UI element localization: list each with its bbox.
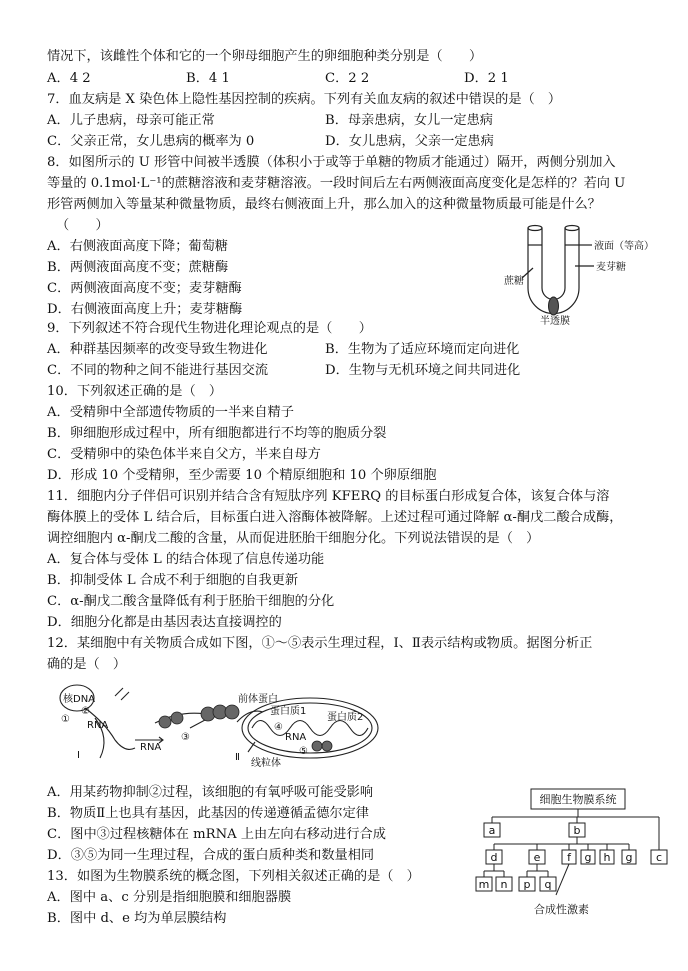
node-d: d xyxy=(490,851,498,864)
q7-option-a: A．儿子患病，母亲可能正常 xyxy=(47,113,215,128)
node-f: f xyxy=(567,851,571,864)
membrane-system-concept-map xyxy=(474,787,684,919)
u-tube-label-top: 液面（等高） xyxy=(594,241,654,252)
node-g: g xyxy=(584,851,592,864)
q12-option-c: C．图中③过程核糖体在 mRNA 上由左向右移动进行合成 xyxy=(47,827,386,842)
concept-map-caption: 合成性激素 xyxy=(534,903,589,916)
q10-option-a: A．受精卵中全部遗传物质的一半来自精子 xyxy=(47,405,294,420)
label-protein-1: 蛋白质1 xyxy=(270,706,307,717)
q6-option-b: B．4 1 xyxy=(186,71,230,86)
q11-stem-line2: 酶体膜上的受体 L 结合后，目标蛋白进入溶酶体被降解。上述过程可通过降解 α-酮戊二酸合成酶， xyxy=(47,510,623,525)
label-rna-2: RNA xyxy=(140,742,162,753)
u-tube-label-left: 蔗糖 xyxy=(504,276,524,287)
node-h: h xyxy=(603,851,611,864)
q12-stem-line2: 确的是（ ） xyxy=(47,657,127,672)
q9-stem: 9．下列叙述不符合现代生物进化理论观点的是（ ） xyxy=(47,321,372,336)
q6-stem-tail: 情况下，该雌性个体和它的一个卵母细胞产生的卵细胞种类分别是（ ） xyxy=(47,49,483,64)
q8-option-c: C．两侧液面高度不变；麦芽糖酶 xyxy=(47,281,242,296)
label-mitochondrion: 线粒体 xyxy=(251,758,281,769)
q11-stem-line3: 调控细胞内 α-酮戊二酸的含量，从而促进胚胎干细胞分化。下列说法错误的是（ ） xyxy=(47,531,540,546)
q13-option-a: A．图中 a、c 分别是指细胞膜和细胞器膜 xyxy=(47,890,292,905)
label-process-1: ① xyxy=(61,714,70,725)
label-process-3: ③ xyxy=(181,732,190,743)
label-process-2: ② xyxy=(81,706,90,717)
q10-option-c: C．受精卵中的染色体半来自父方，半来自母方 xyxy=(47,447,321,462)
protein-synthesis-figure xyxy=(55,678,385,770)
concept-map-title: 细胞生物膜系统 xyxy=(539,793,617,806)
q8-option-d: D．右侧液面高度上升；麦芽糖酶 xyxy=(47,302,243,317)
q8-stem-line1: 8．如图所示的 U 形管中间被半透膜（体积小于或等于单糖的物质才能通过）隔开，两侧分别加入 xyxy=(47,155,616,170)
q7-option-b: B．母亲患病，女儿一定患病 xyxy=(325,113,493,128)
q8-stem-line2: 等量的 0.1mol·L⁻¹的蔗糖溶液和麦芽糖溶液。一段时间后左右两侧液面高度变化是怎样的？若向 U xyxy=(47,176,626,191)
node-a: a xyxy=(488,824,496,837)
label-process-5: ⑤ xyxy=(299,746,308,757)
q11-option-c: C．α-酮戊二酸含量降低有利于胚胎干细胞的分化 xyxy=(47,594,335,609)
q12-option-d: D．③⑤为同一生理过程，合成的蛋白质种类和数量相同 xyxy=(47,848,375,863)
node-n: n xyxy=(500,878,508,891)
q11-option-a: A．复合体与受体 L 的结合体现了信息传递功能 xyxy=(47,552,325,567)
q13-stem: 13．如图为生物膜系统的概念图，下列相关叙述正确的是（ ） xyxy=(47,869,420,884)
q7-stem: 7．血友病是 X 染色体上隐性基因控制的疾病。下列有关血友病的叙述中错误的是（ ） xyxy=(47,92,562,107)
q7-option-d: D．女儿患病，父亲一定患病 xyxy=(325,134,494,149)
label-precursor-protein: 前体蛋白 xyxy=(238,694,278,705)
node-p: p xyxy=(523,878,531,891)
node-e: e xyxy=(533,851,541,864)
q12-option-a: A．用某药物抑制②过程，该细胞的有氧呼吸可能受影响 xyxy=(47,785,374,800)
q9-option-a: A．种群基因频率的改变导致生物进化 xyxy=(47,342,268,357)
q10-option-b: B．卵细胞形成过程中，所有细胞都进行不均等的胞质分裂 xyxy=(47,426,387,441)
q6-option-a: A．4 2 xyxy=(47,71,91,86)
label-roman-1: Ⅰ xyxy=(77,750,80,761)
node-b: b xyxy=(573,824,581,837)
q11-option-b: B．抑制受体 L 合成不利于细胞的自我更新 xyxy=(47,573,299,588)
q11-option-d: D．细胞分化都是由基因表达直接调控的 xyxy=(47,615,282,630)
label-roman-2: Ⅱ xyxy=(235,752,240,763)
label-rna-1: RNA xyxy=(87,720,109,731)
q12-stem-line1: 12．某细胞中有关物质合成如下图，①～⑤表示生理过程，Ⅰ、Ⅱ表示结构或物质。据图分析正 xyxy=(47,636,593,651)
q6-option-c: C．2 2 xyxy=(325,71,370,86)
q8-stem-line3: 形管两侧加入等量某种微量物质，最终右侧液面上升，那么加入的这种微量物质最可能是什么？ xyxy=(47,197,601,212)
label-process-4: ④ xyxy=(274,722,283,733)
u-tube-figure xyxy=(502,218,672,328)
q8-option-b: B．两侧液面高度不变；蔗糖酶 xyxy=(47,260,229,275)
node-g-second: g xyxy=(625,851,633,864)
u-tube-label-right: 麦芽糖 xyxy=(596,262,626,273)
q6-option-d: D．2 1 xyxy=(464,71,509,86)
q10-option-d: D．形成 10 个受精卵，至少需要 10 个精原细胞和 10 个卵原细胞 xyxy=(47,468,437,483)
node-m: m xyxy=(478,878,490,891)
node-q: q xyxy=(544,878,552,891)
label-protein-2: 蛋白质2 xyxy=(327,712,364,723)
u-tube-label-bottom: 半透膜 xyxy=(540,316,570,327)
label-rna-3: RNA xyxy=(285,732,307,743)
q13-option-b: B．图中 d、e 均为单层膜结构 xyxy=(47,911,227,926)
q9-option-b: B．生物为了适应环境而定向进化 xyxy=(325,342,520,357)
q10-stem: 10．下列叙述正确的是（ ） xyxy=(47,384,223,399)
q8-option-a: A．右侧液面高度下降；葡萄糖 xyxy=(47,239,228,254)
q8-stem-line4: （ ） xyxy=(56,218,109,233)
label-nucleus-dna: 核DNA xyxy=(63,694,96,705)
q12-option-b: B．物质Ⅱ上也具有基因，此基因的传递遵循孟德尔定律 xyxy=(47,806,369,821)
node-c: c xyxy=(655,851,663,864)
q7-option-c: C．父亲正常，女儿患病的概率为 0 xyxy=(47,134,255,149)
q9-option-c: C．不同的物种之间不能进行基因交流 xyxy=(47,363,269,378)
q11-stem-line1: 11．细胞内分子伴侣可识别并结合含有短肽序列 KFERQ 的目标蛋白形成复合体，该复合体与溶 xyxy=(47,489,610,504)
q9-option-d: D．生物与无机环境之间共同进化 xyxy=(325,363,521,378)
